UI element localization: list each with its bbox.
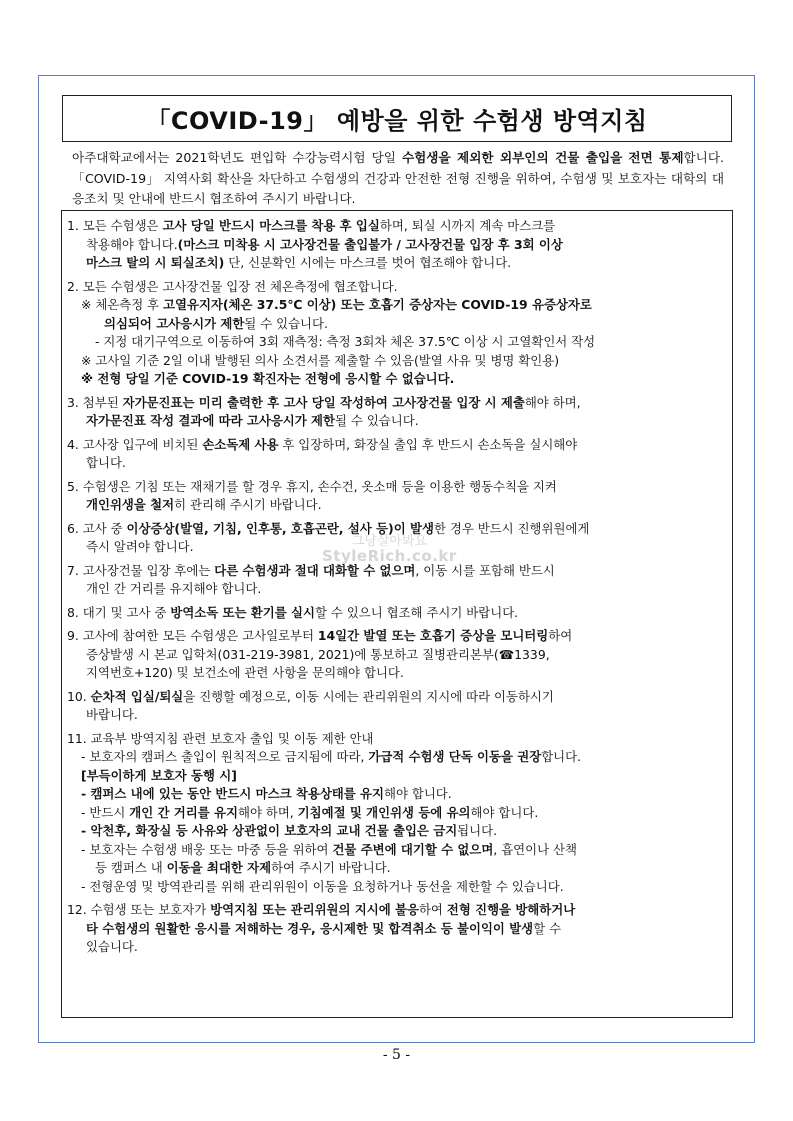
intro-paragraph: 아주대학교에서는 2021학년도 편입학 수강능력시험 당일 수험생을 제외한 외부인의 건물 출입을 전면 통제합니다.「COVID-19」 지역사회 확산을 차단하고 수험생의 건강과 안전한 전형 진행을 위하여, 수험생 및 보호자는 대학의 대응조치 및 안내에 반드시 협조하여 주시기 바랍니다. (72, 150, 725, 206)
rule-item-4: 4. 고사장 입구에 비치된 손소독제 사용 후 입장하며, 화장실 출입 후 반드시 손소독을 실시해야 합니다. (67, 436, 578, 470)
rule-item-12: 12. 수험생 또는 보호자가 방역지침 또는 관리위원의 지시에 불응하여 전형 진행을 방해하거나 타 수험생의 원활한 응시를 저해하는 경우, 응시제한 및 합격취소 등 불이익이 발생할 수 있습니다. (67, 902, 576, 954)
rule-item-3: 3. 첨부된 자가문진표는 미리 출력한 후 고사 당일 작성하여 고사장건물 입장 시 제출해야 하며, 자가문진표 작성 결과에 따라 고사응시가 제한될 수 있습니다. (67, 394, 581, 428)
rule-item-1: 1. 모든 수험생은 고사 당일 반드시 마스크를 착용 후 입실하며, 퇴실 시까지 계속 마스크를 착용해야 합니다.(마스크 미착용 시 고사장건물 출입불가 / 고사장건물 입장 후 3회 이상 마스크 탈의 시 퇴실조치) 단, 신분확인 시에는 마스크를 벗어 협조해야 합니다. (67, 218, 563, 270)
rule-item-11: 11. 교육부 방역지침 관련 보호자 출입 및 이동 제한 안내 - 보호자의 캠퍼스 출입이 원칙적으로 금지됨에 따라, 가급적 수험생 단독 이동을 권장합니다. [부득이하게 보호자 동행 시] - 캠퍼스 내에 있는 동안 반드시 마스크 착용상태를 유지해야 합니다. - 반드시 개인 간 거리를 유지해야 하며, 기침예절 및 개인위생 등에 유의해야 합니다. - 악천후, 화장실 등 사유와 상관없이 보호자의 교내 건물 출입은 금지됩니다. - 보호자는 수험생 배웅 또는 마중 등을 위하여 건물 주변에 대기할 수 없으며, 흡연이나 산책 등 캠퍼스 내 이동을 최대한 자제하여 주시기 바랍니다. - 전형운영 및 방역관리를 위해 관리위원이 이동을 요청하거나 동선을 제한할 수 있습니다. (67, 730, 582, 894)
rule-item-9: 9. 고사에 참여한 모든 수험생은 고사일로부터 14일간 발열 또는 호흡기 증상을 모니터링하여 증상발생 시 본교 입학처(031-219-3981, 2021)에 통보하고 질병관리본부(☎1339, 지역번호+120) 및 보건소에 관련 사항을 문의해야 합니다. (67, 628, 573, 680)
rule-item-2: 2. 모든 수험생은 고사장건물 입장 전 체온측정에 협조합니다. ※ 체온측정 후 고열유지자(체온 37.5℃ 이상) 또는 호흡기 증상자는 COVID-19 유증상자로 의심되어 고사응시가 제한될 수 있습니다. - 지정 대기구역으로 이동하여 3회 재측정: 측정 3회차 체온 37.5℃ 이상 시 고열확인서 작성 ※ 고사일 기준 2일 이내 발행된 의사 소견서를 제출할 수 있음(발열 사유 및 병명 확인용) ※ 전형 당일 기준 COVID-19 확진자는 전형에 응시할 수 없습니다. (67, 278, 596, 386)
rules-box (61, 210, 733, 1018)
rule-item-8: 8. 대기 및 고사 중 방역소독 또는 환기를 실시할 수 있으니 협조해 주시기 바랍니다. (67, 604, 519, 620)
rule-item-7: 7. 고사장건물 입장 후에는 다른 수험생과 절대 대화할 수 없으며, 이동 시를 포함해 반드시 개인 간 거리를 유지해야 합니다. (67, 562, 555, 596)
rule-item-6: 6. 고사 중 이상증상(발열, 기침, 인후통, 호흡곤란, 설사 등)이 발생한 경우 반드시 진행위원에게 즉시 알려야 합니다. (67, 520, 590, 554)
page-number: - 5 - (382, 1047, 411, 1063)
watermark: 그냥살아봐요 StyleRich.co.kr (322, 534, 457, 565)
rule-item-10: 10. 순차적 입실/퇴실을 진행할 예정으로, 이동 시에는 관리위원의 지시에 따라 이동하시기 바랍니다. (67, 688, 554, 722)
page-title: 「COVID-19」 예방을 위한 수험생 방역지침 (146, 107, 648, 135)
rule-item-5: 5. 수험생은 기침 또는 재채기를 할 경우 휴지, 손수건, 옷소매 등을 이용한 행동수칙을 지켜 개인위생을 철저히 관리해 주시기 바랍니다. (67, 478, 557, 512)
title-box (62, 95, 732, 142)
